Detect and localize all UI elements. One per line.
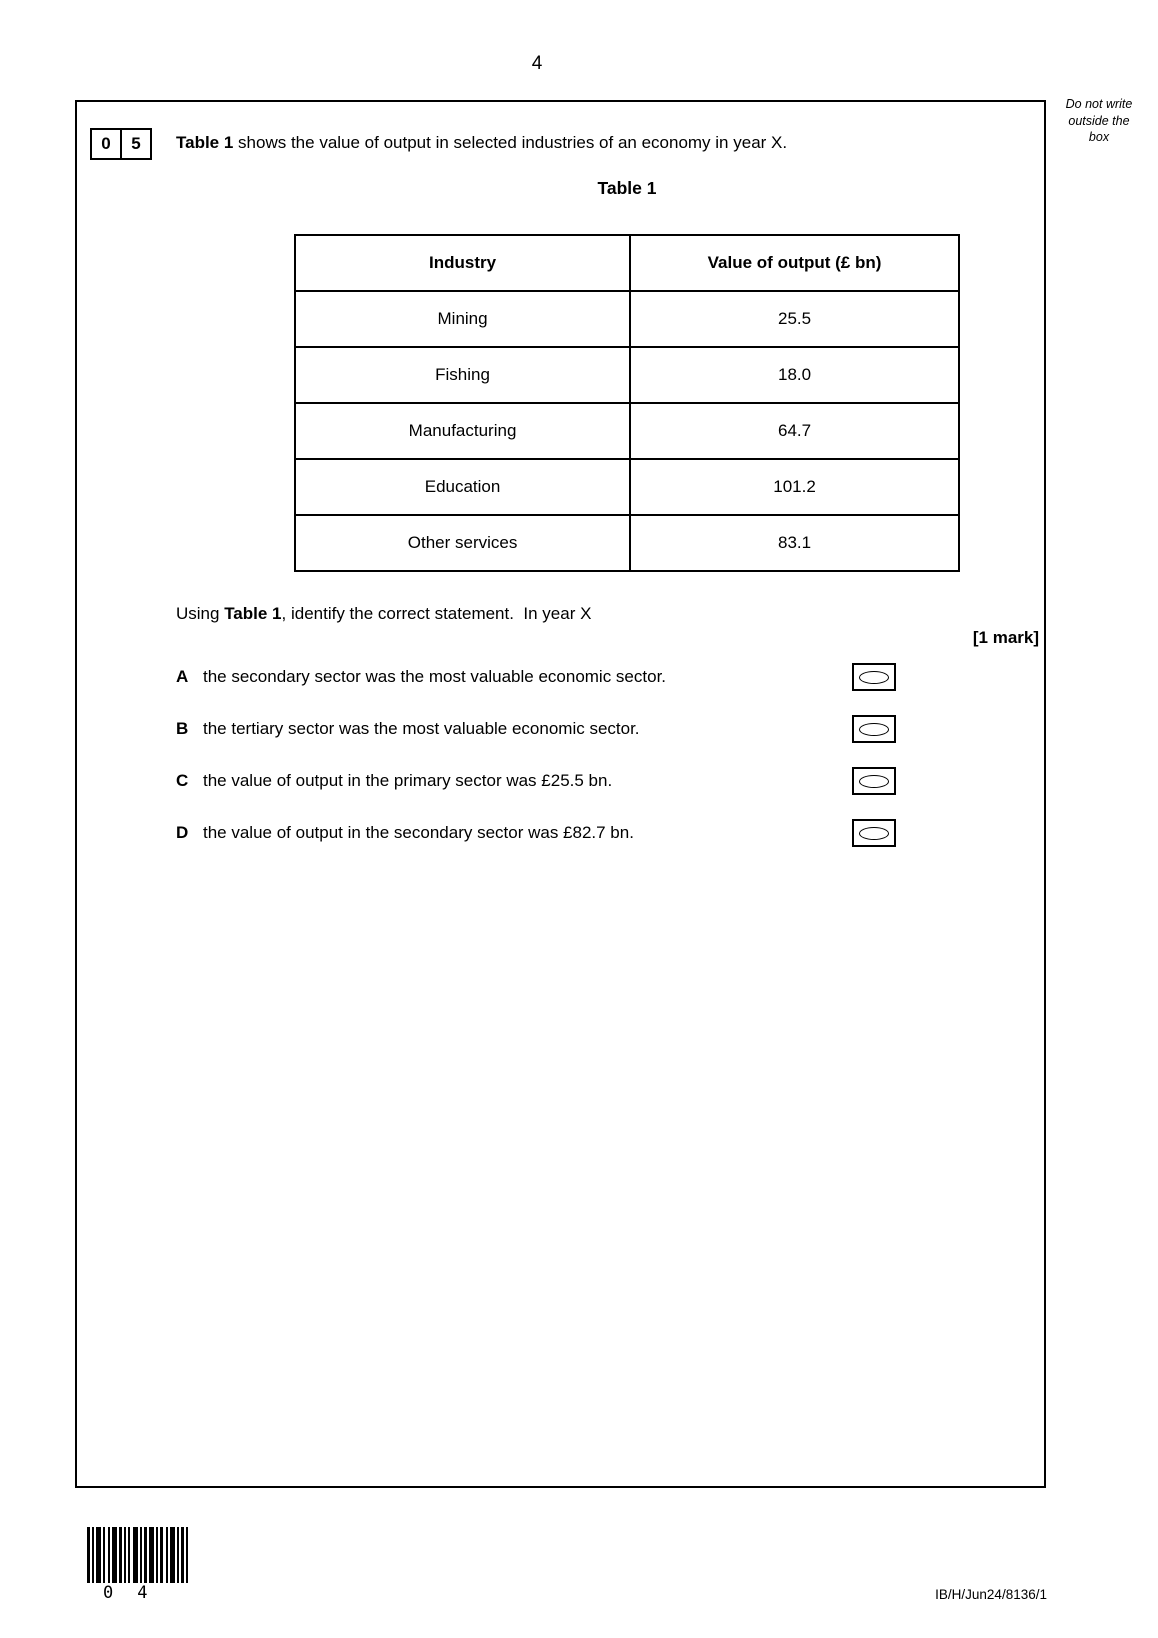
table-cell: 64.7 (630, 403, 959, 459)
barcode-digit: 0 (103, 1583, 114, 1603)
answer-oval-icon (859, 775, 889, 788)
table-header-industry: Industry (295, 235, 630, 291)
barcode-digit: 4 (137, 1583, 148, 1603)
table-body (295, 291, 959, 571)
barcode (87, 1527, 193, 1583)
prompt-table-ref: Table 1 (224, 604, 282, 623)
question-number-digit: 0 (90, 128, 122, 160)
table-row (295, 459, 959, 515)
table-header-value: Value of output (£ bn) (630, 235, 959, 291)
option-text: the tertiary sector was the most valuable economic sector. (203, 719, 640, 738)
table-cell: 101.2 (630, 459, 959, 515)
option-row-A (176, 662, 896, 692)
answer-checkbox-C[interactable] (852, 767, 896, 795)
output-table (294, 234, 960, 572)
do-not-write-line: outside the (1068, 113, 1130, 128)
question-number-box (90, 128, 152, 160)
barcode-bar (188, 1527, 190, 1583)
prompt-text: Using (176, 604, 225, 623)
option-letter: C (176, 771, 189, 790)
question-number-digit: 5 (120, 128, 152, 160)
option-letter: B (176, 719, 189, 738)
question-border-box (75, 100, 1046, 1488)
option-row-B (176, 714, 896, 744)
table-cell: 25.5 (630, 291, 959, 347)
table-cell: 18.0 (630, 347, 959, 403)
answer-checkbox-A[interactable] (852, 663, 896, 691)
table-caption: Table 1 (597, 178, 657, 198)
intro-text: shows the value of output in selected industries of an economy in year X. (233, 133, 788, 152)
option-text: the secondary sector was the most valuable economic sector. (203, 667, 667, 686)
answer-oval-icon (859, 671, 889, 684)
barcode-label (87, 1583, 193, 1603)
option-row-D (176, 818, 896, 848)
table-header-row (295, 235, 959, 291)
do-not-write-note (1056, 96, 1142, 146)
answer-oval-icon (859, 723, 889, 736)
paper-reference-code: IB/H/Jun24/8136/1 (935, 1587, 1047, 1602)
answer-oval-icon (859, 827, 889, 840)
options-list (176, 662, 896, 870)
intro-table-ref: Table 1 (176, 133, 234, 152)
table-cell: 83.1 (630, 515, 959, 571)
do-not-write-line: box (1088, 130, 1110, 144)
mark-allocation: [1 mark] (972, 628, 1039, 647)
table-cell: Fishing (295, 347, 630, 403)
answer-checkbox-B[interactable] (852, 715, 896, 743)
table-row (295, 347, 959, 403)
table-row (295, 403, 959, 459)
option-text: the value of output in the primary sector was £25.5 bn. (203, 771, 613, 790)
table-cell: Mining (295, 291, 630, 347)
do-not-write-line: Do not write (1065, 97, 1133, 111)
answer-checkbox-D[interactable] (852, 819, 896, 847)
table-row (295, 515, 959, 571)
table-cell: Other services (295, 515, 630, 571)
option-letter: A (176, 667, 189, 686)
page-number: 4 (531, 53, 543, 74)
option-letter: D (176, 823, 189, 842)
table-row (295, 291, 959, 347)
prompt-text: , identify the correct statement. In year X (281, 604, 592, 623)
table-cell: Education (295, 459, 630, 515)
option-text: the value of output in the secondary sector was £82.7 bn. (203, 823, 634, 842)
table-cell: Manufacturing (295, 403, 630, 459)
question-intro (176, 133, 787, 153)
option-row-C (176, 766, 896, 796)
question-prompt (176, 604, 591, 624)
